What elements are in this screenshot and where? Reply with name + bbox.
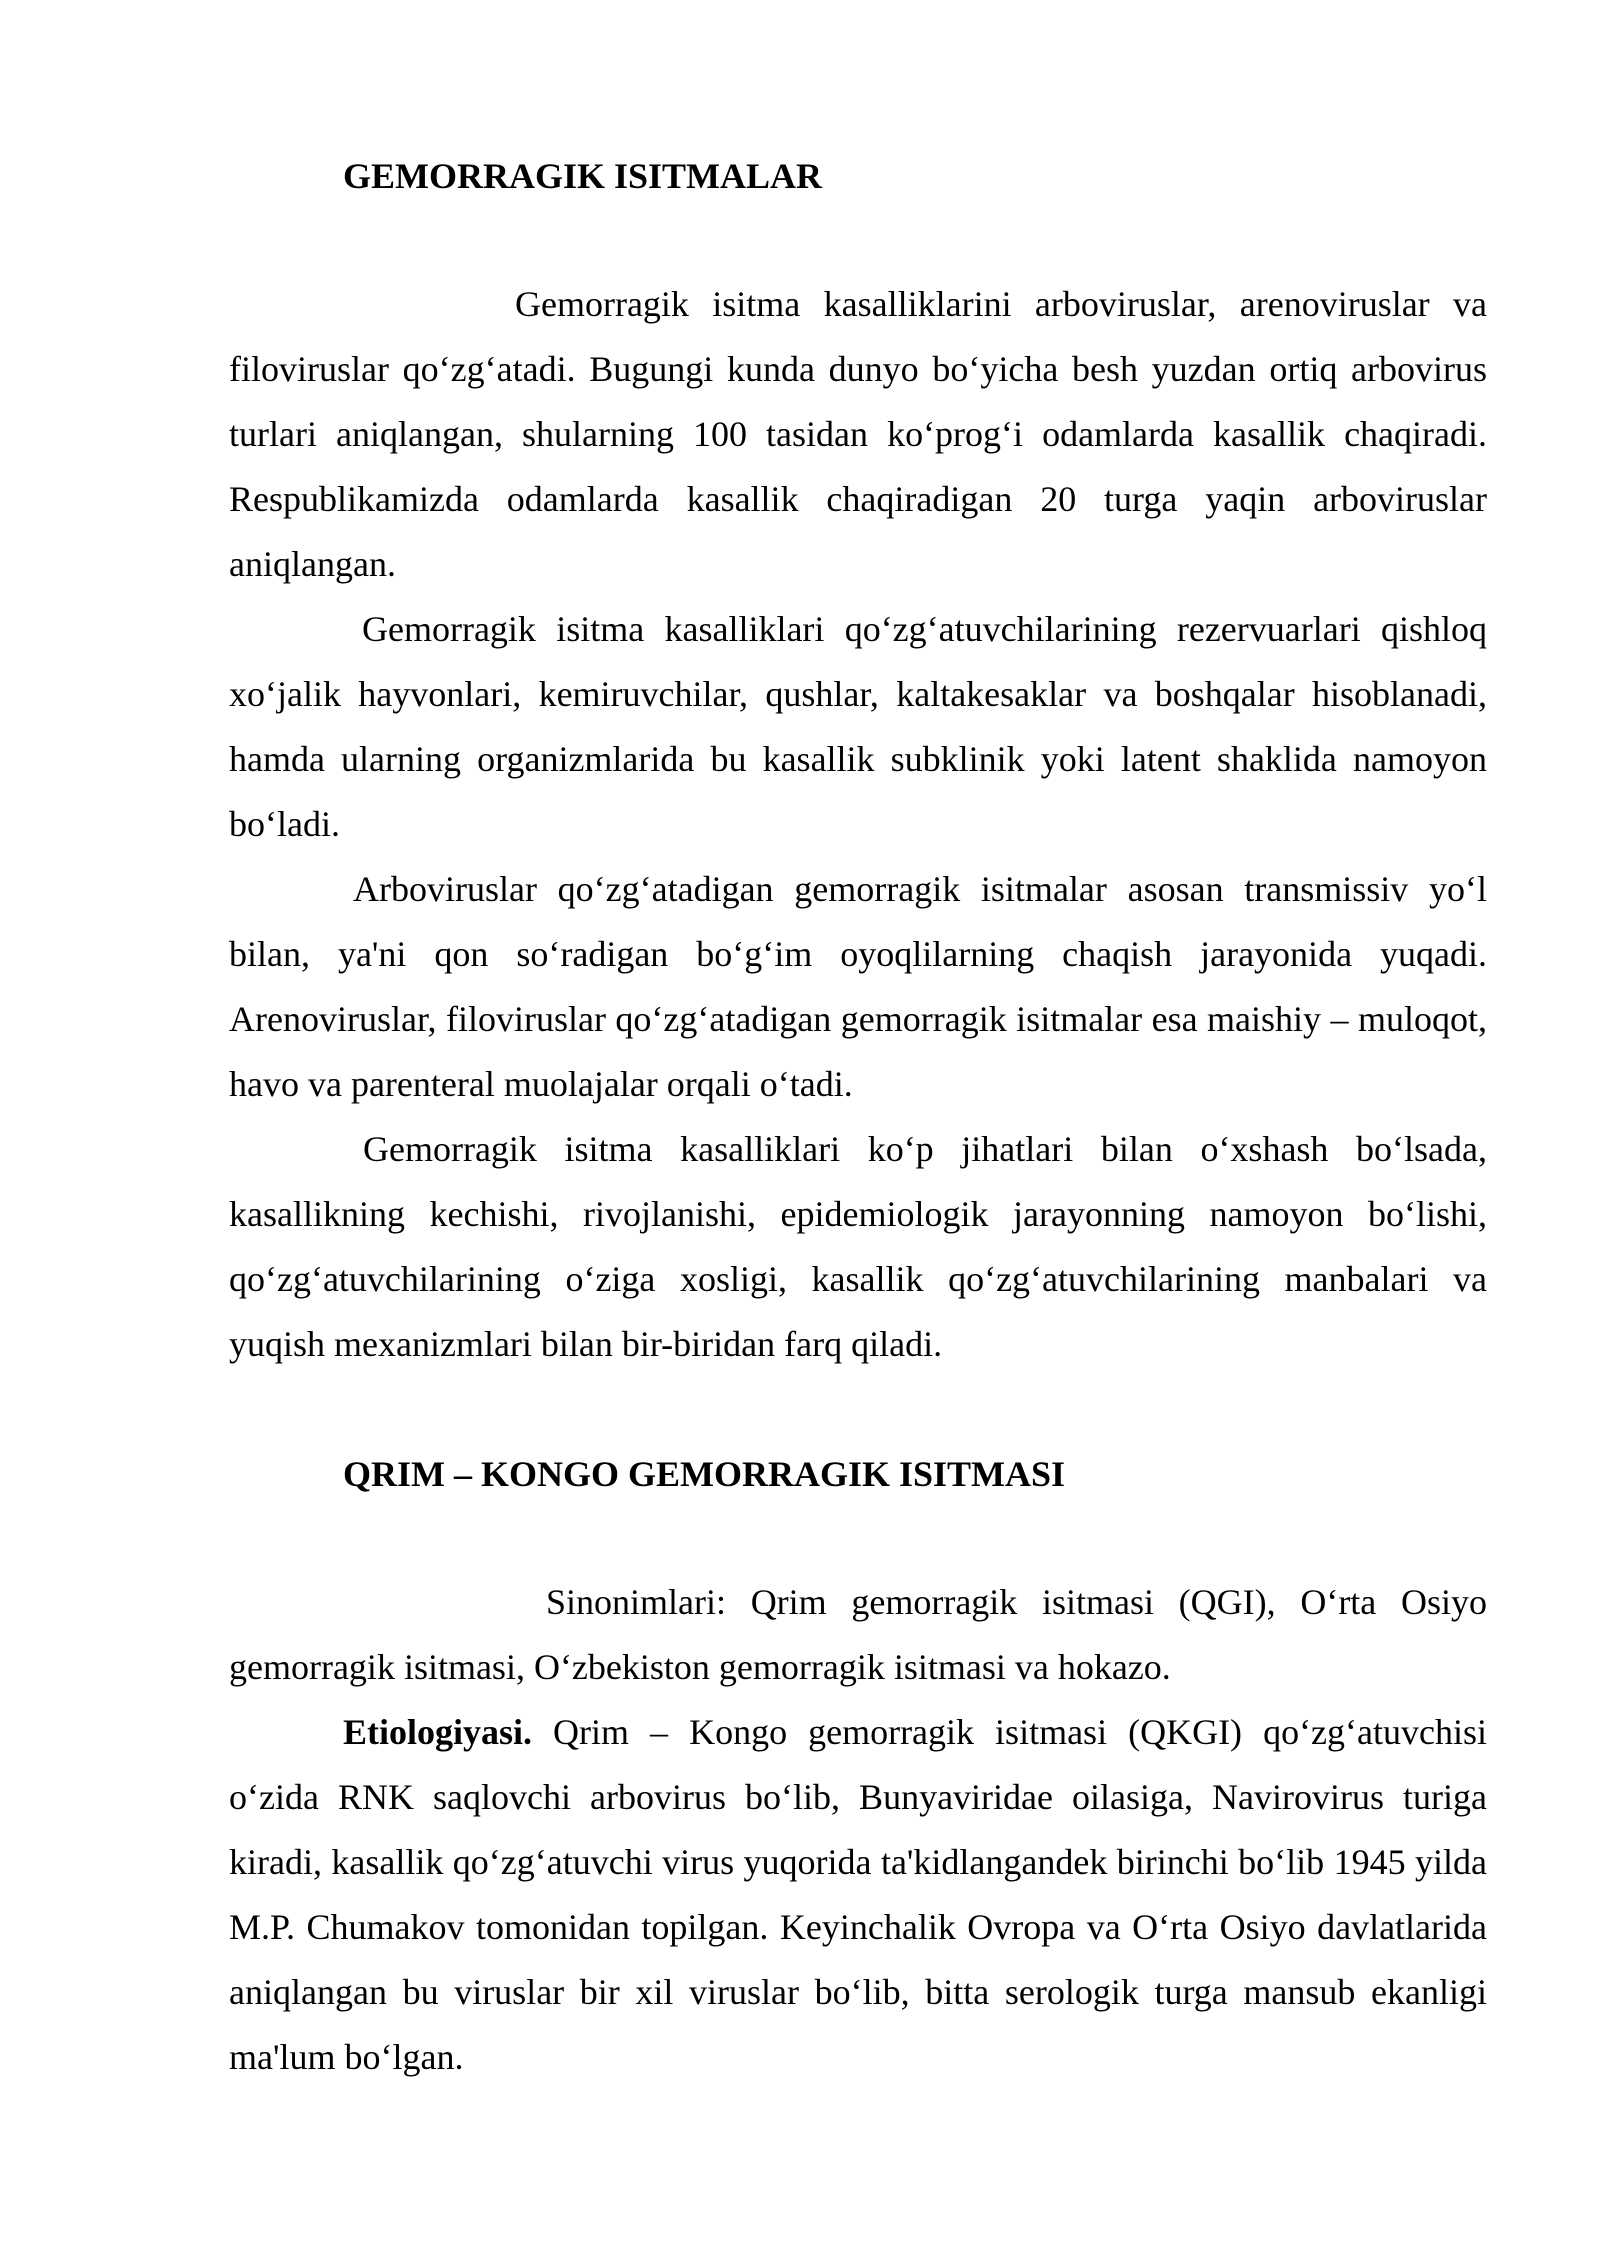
paragraph-differences: Gemorragik isitma kasalliklari ko‘p jihatlari bilan o‘xshash bo‘lsada, kasallikning kechishi, rivojlanishi, epidemiologik jarayonning namoyon bo‘lishi, qo‘zg‘atuvchilarining o‘ziga xosligi, kasallik qo‘zg‘atuvchilarining manbalari va yuqish mexanizmlari bilan bir-biridan farq qiladi. [229, 1129, 1487, 1364]
paragraph-etiology [229, 1700, 1487, 2090]
paragraph-intro: Gemorragik isitma kasalliklarini arboviruslar, arenoviruslar va filoviruslar qo‘zg‘atadi. Bugungi kunda dunyo bo‘yicha besh yuzdan ortiq arbovirus turlari aniqlangan, shularning 100 tasidan ko‘prog‘i odamlarda kasallik chaqiradi. Respublikamizda odamlarda kasallik chaqiradigan 20 turga yaqin arboviruslar aniqlangan. [229, 284, 1487, 584]
section-title-gemorragik-isitmalar: GEMORRAGIK ISITMALAR [343, 156, 823, 196]
etiology-label: Etiologiyasi. [343, 1712, 533, 1752]
paragraph-reservoirs: Gemorragik isitma kasalliklari qo‘zg‘atuvchilarining rezervuarlari qishloq xo‘jalik hayvonlari, kemiruvchilar, qushlar, kaltakesaklar va boshqalar hisoblanadi, hamda ularning organizmlarida bu kasallik subklinik yoki latent shaklida namoyon bo‘ladi. [229, 609, 1487, 844]
paragraph-synonyms: Sinonimlari: Qrim gemorragik isitmasi (QGI), O‘rta Osiyo gemorragik isitmasi, O‘zbekiston gemorragik isitmasi va hokazo. [229, 1582, 1487, 1687]
section-title-qrim-kongo: QRIM – KONGO GEMORRAGIK ISITMASI [343, 1454, 1066, 1494]
paragraph-transmission: Arboviruslar qo‘zg‘atadigan gemorragik isitmalar asosan transmissiv yo‘l bilan, ya'ni qon so‘radigan bo‘g‘im oyoqlilarning chaqish jarayonida yuqadi. Arenoviruslar, filoviruslar qo‘zg‘atadigan gemorragik isitmalar esa maishiy – muloqot, havo va parenteral muolajalar orqali o‘tadi. [229, 869, 1487, 1104]
etiology-text: Qrim – Kongo gemorragik isitmasi (QKGI) qo‘zg‘atuvchisi o‘zida RNK saqlovchi arbovirus bo‘lib, Bunyaviridae oilasiga, Navirovirus turiga kiradi, kasallik qo‘zg‘atuvchi virus yuqorida ta'kidlangandek birinchi bo‘lib 1945 yilda M.P. Chumakov tomonidan topilgan. Keyinchalik Ovropa va O‘rta Osiyo davlatlarida aniqlangan bu viruslar bir xil viruslar bo‘lib, bitta serologik turga mansub ekanligi ma'lum bo‘lgan. [229, 1712, 1487, 2077]
